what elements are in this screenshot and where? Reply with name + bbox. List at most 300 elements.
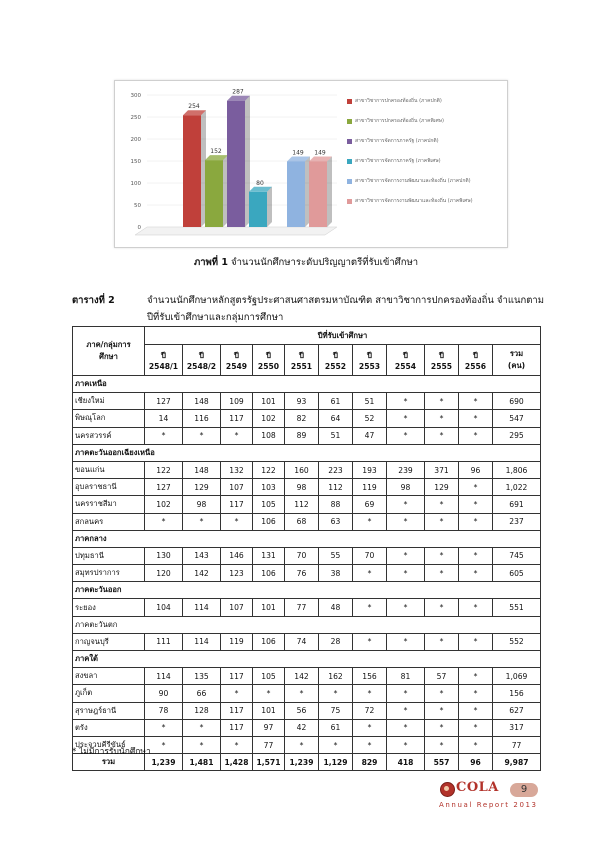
value-cell: 64: [319, 410, 353, 427]
value-cell: *: [183, 736, 221, 753]
year-label: 2551: [290, 361, 313, 371]
group-label: ภาคกลาง: [73, 530, 541, 547]
value-cell: 77: [253, 736, 285, 753]
row-total-cell: 745: [493, 547, 541, 564]
value-cell: 120: [145, 565, 183, 582]
total-value-cell: 1,481: [183, 754, 221, 771]
legend-swatch: [347, 159, 352, 164]
value-cell: *: [387, 427, 425, 444]
data-label: 80: [256, 179, 264, 187]
group-label: ภาคตะวันออกเฉียงเหนือ: [73, 444, 541, 461]
row-total-cell: 547: [493, 410, 541, 427]
legend-item: [347, 197, 507, 214]
value-cell: 129: [183, 479, 221, 496]
data-label: 254: [188, 103, 200, 111]
value-cell: 101: [253, 393, 285, 410]
value-cell: 93: [285, 393, 319, 410]
value-cell: 69: [353, 496, 387, 513]
province-name: สุราษฎร์ธานี: [73, 702, 145, 719]
bar: [205, 160, 223, 227]
province-name: พิษณุโลก: [73, 410, 145, 427]
value-cell: *: [353, 599, 387, 616]
year-label: 2549: [225, 361, 248, 371]
data-label: 152: [210, 148, 222, 156]
enrollment-table: [72, 326, 541, 771]
table-row: [73, 410, 541, 427]
year-label: 2556: [464, 361, 487, 371]
table-title-line2: ปีที่รับเข้าศึกษาและกลุ่มการศึกษา: [147, 312, 284, 323]
year-prefix: ปี: [333, 350, 338, 360]
value-cell: *: [425, 427, 459, 444]
value-cell: *: [353, 633, 387, 650]
value-cell: 146: [221, 547, 253, 564]
year-header-cell: [319, 345, 353, 376]
legend-swatch: [347, 99, 352, 104]
value-cell: *: [183, 427, 221, 444]
figure-caption-text: จำนวนนักศึกษาระดับปริญญาตรีที่รับเข้าศึกษา: [231, 257, 419, 268]
total-row-label: รวม: [73, 754, 145, 771]
value-cell: 114: [183, 633, 221, 650]
chart-floor: [135, 227, 337, 235]
value-cell: 105: [253, 668, 285, 685]
table-row: [73, 547, 541, 564]
legend-item: [347, 97, 507, 114]
legend-item: [347, 157, 507, 174]
year-label: 2555: [430, 361, 453, 371]
value-cell: 127: [145, 479, 183, 496]
value-cell: 55: [319, 547, 353, 564]
year-prefix: ปี: [403, 350, 408, 360]
value-cell: 51: [353, 393, 387, 410]
group-label: ภาคใต้: [73, 651, 541, 668]
value-cell: 68: [285, 513, 319, 530]
year-prefix: ปี: [439, 350, 444, 360]
row-total-cell: 627: [493, 702, 541, 719]
value-cell: 47: [353, 427, 387, 444]
table-row: [73, 685, 541, 702]
value-cell: *: [387, 633, 425, 650]
legend-label: สาขาวิชาการจัดการภาครัฐ (ภาคปกติ): [355, 138, 439, 144]
value-cell: 114: [145, 668, 183, 685]
row-total-cell: 551: [493, 599, 541, 616]
province-name: ระยอง: [73, 599, 145, 616]
value-cell: 52: [353, 410, 387, 427]
value-cell: 104: [145, 599, 183, 616]
province-name: นครราชสีมา: [73, 496, 145, 513]
value-cell: 88: [319, 496, 353, 513]
value-cell: *: [387, 736, 425, 753]
value-cell: *: [319, 685, 353, 702]
value-cell: *: [353, 685, 387, 702]
header-years-cell: ปีที่รับเข้าศึกษา: [145, 327, 541, 345]
header-group-cell: [73, 327, 145, 376]
total-value-cell: 1,571: [253, 754, 285, 771]
value-cell: *: [387, 496, 425, 513]
data-label: 149: [292, 149, 304, 157]
value-cell: 42: [285, 719, 319, 736]
value-cell: 142: [183, 565, 221, 582]
value-cell: *: [285, 736, 319, 753]
year-prefix: ปี: [234, 350, 239, 360]
bar: [287, 161, 305, 227]
total-value-cell: 418: [387, 754, 425, 771]
group-row: [73, 444, 541, 461]
group-label: ภาคตะวันตก: [73, 616, 541, 633]
value-cell: *: [425, 547, 459, 564]
row-total-cell: 156: [493, 685, 541, 702]
y-tick-label: 0: [137, 225, 141, 231]
value-cell: *: [319, 736, 353, 753]
year-header-cell: [425, 345, 459, 376]
chart-legend: [347, 97, 507, 217]
table-title-text: [147, 292, 577, 326]
value-cell: 130: [145, 547, 183, 564]
value-cell: 70: [353, 547, 387, 564]
row-total-cell: 552: [493, 633, 541, 650]
y-tick-label: 50: [134, 203, 141, 209]
value-cell: *: [387, 719, 425, 736]
value-cell: *: [221, 427, 253, 444]
value-cell: 74: [285, 633, 319, 650]
value-cell: 103: [253, 479, 285, 496]
year-label: 2552: [324, 361, 347, 371]
row-total-cell: 690: [493, 393, 541, 410]
value-cell: 132: [221, 461, 253, 478]
value-cell: *: [425, 702, 459, 719]
value-cell: 82: [285, 410, 319, 427]
row-total-cell: 317: [493, 719, 541, 736]
value-cell: 101: [253, 599, 285, 616]
value-cell: *: [353, 736, 387, 753]
value-cell: *: [387, 547, 425, 564]
value-cell: 108: [253, 427, 285, 444]
grand-total-cell: 9,987: [493, 754, 541, 771]
province-name: สกลนคร: [73, 513, 145, 530]
value-cell: 135: [183, 668, 221, 685]
table-row: [73, 496, 541, 513]
value-cell: 148: [183, 393, 221, 410]
year-header-cell: [253, 345, 285, 376]
total-value-cell: 1,239: [145, 754, 183, 771]
value-cell: 102: [145, 496, 183, 513]
value-cell: 72: [353, 702, 387, 719]
value-cell: *: [459, 565, 493, 582]
table-row: [73, 461, 541, 478]
total-value-cell: 829: [353, 754, 387, 771]
value-cell: 77: [285, 599, 319, 616]
year-header-cell: [145, 345, 183, 376]
value-cell: *: [145, 736, 183, 753]
value-cell: 106: [253, 633, 285, 650]
province-name: ปทุมธานี: [73, 547, 145, 564]
year-label: 2554: [394, 361, 417, 371]
value-cell: *: [145, 513, 183, 530]
row-total-cell: 1,022: [493, 479, 541, 496]
value-cell: 116: [183, 410, 221, 427]
header-group-line2: ศึกษา: [99, 352, 118, 361]
year-header-cell: [183, 345, 221, 376]
value-cell: *: [459, 736, 493, 753]
year-header-cell: [459, 345, 493, 376]
legend-label: สาขาวิชาการปกครองท้องถิ่น (ภาคพิเศษ): [355, 118, 444, 124]
value-cell: *: [459, 479, 493, 496]
value-cell: 96: [459, 461, 493, 478]
footnote: * ไม่มีการรับนักศึกษา: [72, 747, 151, 757]
table-row: [73, 668, 541, 685]
year-header-cell: [221, 345, 253, 376]
value-cell: 61: [319, 719, 353, 736]
table-row: [73, 565, 541, 582]
value-cell: 97: [253, 719, 285, 736]
value-cell: *: [459, 513, 493, 530]
table-row: [73, 427, 541, 444]
total-header-bottom: (คน): [507, 361, 526, 370]
row-total-cell: 691: [493, 496, 541, 513]
year-header-cell: [387, 345, 425, 376]
value-cell: 119: [353, 479, 387, 496]
total-value-cell: 557: [425, 754, 459, 771]
value-cell: 117: [221, 496, 253, 513]
total-value-cell: 1,239: [285, 754, 319, 771]
value-cell: 127: [145, 393, 183, 410]
row-total-cell: 77: [493, 736, 541, 753]
value-cell: 105: [253, 496, 285, 513]
value-cell: *: [459, 719, 493, 736]
value-cell: *: [425, 565, 459, 582]
value-cell: *: [459, 633, 493, 650]
figure-caption-label: ภาพที่ 1: [193, 257, 228, 268]
value-cell: 101: [253, 702, 285, 719]
value-cell: 14: [145, 410, 183, 427]
value-cell: 109: [221, 393, 253, 410]
value-cell: 57: [425, 668, 459, 685]
legend-item: [347, 117, 507, 134]
table-number: ตารางที่ 2: [72, 295, 115, 306]
value-cell: 117: [221, 410, 253, 427]
value-cell: *: [387, 393, 425, 410]
value-cell: 117: [221, 668, 253, 685]
value-cell: *: [425, 599, 459, 616]
value-cell: 148: [183, 461, 221, 478]
value-cell: 371: [425, 461, 459, 478]
year-label: 2548/1: [148, 361, 179, 371]
row-total-cell: 295: [493, 427, 541, 444]
group-label: ภาคเหนือ: [73, 376, 541, 393]
y-tick-label: 150: [130, 159, 141, 165]
value-cell: *: [353, 719, 387, 736]
value-cell: *: [387, 410, 425, 427]
group-row: [73, 616, 541, 633]
value-cell: 223: [319, 461, 353, 478]
province-name: ขอนแก่น: [73, 461, 145, 478]
value-cell: 162: [319, 668, 353, 685]
value-cell: 143: [183, 547, 221, 564]
value-cell: *: [425, 410, 459, 427]
group-row: [73, 376, 541, 393]
value-cell: 78: [145, 702, 183, 719]
value-cell: 112: [285, 496, 319, 513]
table-row: [73, 599, 541, 616]
total-value-cell: 1,129: [319, 754, 353, 771]
table-row: [73, 633, 541, 650]
value-cell: 142: [285, 668, 319, 685]
value-cell: *: [425, 633, 459, 650]
value-cell: 156: [353, 668, 387, 685]
bar-side: [267, 187, 272, 227]
value-cell: 76: [285, 565, 319, 582]
header-row: [73, 327, 541, 345]
y-tick-label: 300: [130, 93, 141, 99]
table-row: [73, 719, 541, 736]
row-total-cell: 605: [493, 565, 541, 582]
value-cell: 239: [387, 461, 425, 478]
bar-side: [327, 156, 332, 227]
value-cell: 51: [319, 427, 353, 444]
value-cell: 114: [183, 599, 221, 616]
value-cell: 89: [285, 427, 319, 444]
value-cell: *: [459, 496, 493, 513]
header-group-line1: ภาค/กลุ่มการ: [86, 340, 131, 349]
annual-report-label: Annual Report 2013: [439, 801, 538, 809]
year-prefix: ปี: [161, 350, 166, 360]
year-header-cell: [353, 345, 387, 376]
value-cell: *: [387, 599, 425, 616]
total-header-top: รวม: [509, 349, 524, 358]
legend-label: สาขาวิชาการจัดการงานพัฒนาและท้องถิ่น (ภาคปกติ): [355, 178, 471, 184]
year-prefix: ปี: [266, 350, 271, 360]
chart-frame: [114, 80, 508, 248]
seal-icon: [440, 782, 455, 797]
legend-item: [347, 177, 507, 194]
value-cell: *: [459, 410, 493, 427]
y-tick-label: 250: [130, 115, 141, 121]
group-row: [73, 651, 541, 668]
year-prefix: ปี: [367, 350, 372, 360]
value-cell: 102: [253, 410, 285, 427]
legend-label: สาขาวิชาการจัดการภาครัฐ (ภาคพิเศษ): [355, 158, 441, 164]
value-cell: 122: [253, 461, 285, 478]
value-cell: *: [459, 427, 493, 444]
value-cell: *: [459, 547, 493, 564]
value-cell: *: [425, 393, 459, 410]
value-cell: 70: [285, 547, 319, 564]
value-cell: 48: [319, 599, 353, 616]
value-cell: 81: [387, 668, 425, 685]
province-name: สมุทรปราการ: [73, 565, 145, 582]
value-cell: *: [183, 513, 221, 530]
total-value-cell: 96: [459, 754, 493, 771]
value-cell: 107: [221, 479, 253, 496]
bar: [309, 161, 327, 227]
total-header-cell: [493, 345, 541, 376]
value-cell: 131: [253, 547, 285, 564]
value-cell: *: [387, 513, 425, 530]
value-cell: 122: [145, 461, 183, 478]
total-value-cell: 1,428: [221, 754, 253, 771]
data-label: 149: [314, 149, 326, 157]
data-label: 287: [232, 88, 244, 96]
value-cell: 98: [285, 479, 319, 496]
row-total-cell: 237: [493, 513, 541, 530]
value-cell: 75: [319, 702, 353, 719]
legend-label: สาขาวิชาการจัดการงานพัฒนาและท้องถิ่น (ภาคพิเศษ): [355, 198, 473, 204]
value-cell: 193: [353, 461, 387, 478]
year-label: 2550: [257, 361, 280, 371]
row-total-cell: 1,069: [493, 668, 541, 685]
province-name: ตรัง: [73, 719, 145, 736]
y-tick-label: 200: [130, 137, 141, 143]
value-cell: *: [183, 719, 221, 736]
province-name: สงขลา: [73, 668, 145, 685]
legend-swatch: [347, 179, 352, 184]
bar: [183, 115, 201, 227]
year-label: 2548/2: [186, 361, 217, 371]
province-name: ประจวบคีรีขันธ์: [73, 736, 145, 753]
legend-swatch: [347, 139, 352, 144]
value-cell: 28: [319, 633, 353, 650]
y-tick-label: 100: [130, 181, 141, 187]
table-row: [73, 513, 541, 530]
figure-caption: [0, 255, 612, 270]
year-header-cell: [285, 345, 319, 376]
value-cell: *: [387, 565, 425, 582]
value-cell: *: [145, 427, 183, 444]
value-cell: 98: [183, 496, 221, 513]
legend-item: [347, 137, 507, 154]
value-cell: *: [387, 685, 425, 702]
value-cell: 123: [221, 565, 253, 582]
value-cell: 63: [319, 513, 353, 530]
value-cell: *: [425, 736, 459, 753]
value-cell: *: [221, 685, 253, 702]
table-title-line1: จำนวนนักศึกษาหลักสูตรรัฐประศาสนศาสตรมหาบัณฑิต สาขาวิชาการปกครองท้องถิ่น จำแนกตาม: [147, 295, 544, 306]
group-row: [73, 530, 541, 547]
value-cell: *: [145, 719, 183, 736]
value-cell: *: [253, 685, 285, 702]
value-cell: 61: [319, 393, 353, 410]
legend-label: สาขาวิชาการปกครองท้องถิ่น (ภาคปกติ): [355, 98, 442, 104]
value-cell: 128: [183, 702, 221, 719]
logo-text: COLA: [456, 780, 499, 795]
value-cell: *: [459, 393, 493, 410]
year-prefix: ปี: [299, 350, 304, 360]
value-cell: *: [425, 685, 459, 702]
value-cell: *: [459, 702, 493, 719]
value-cell: 66: [183, 685, 221, 702]
value-cell: *: [221, 513, 253, 530]
bar: [227, 101, 245, 227]
page-number: 9: [510, 783, 538, 797]
value-cell: 160: [285, 461, 319, 478]
year-label: 2553: [358, 361, 381, 371]
value-cell: 106: [253, 513, 285, 530]
province-name: นครสวรรค์: [73, 427, 145, 444]
bar: [249, 192, 267, 227]
value-cell: 38: [319, 565, 353, 582]
cola-logo: [437, 780, 557, 820]
value-cell: 117: [221, 702, 253, 719]
year-prefix: ปี: [199, 350, 204, 360]
value-cell: 129: [425, 479, 459, 496]
group-row: [73, 582, 541, 599]
value-cell: *: [387, 702, 425, 719]
value-cell: *: [425, 513, 459, 530]
value-cell: *: [285, 685, 319, 702]
province-name: เชียงใหม่: [73, 393, 145, 410]
legend-swatch: [347, 119, 352, 124]
row-total-cell: 1,806: [493, 461, 541, 478]
value-cell: 111: [145, 633, 183, 650]
